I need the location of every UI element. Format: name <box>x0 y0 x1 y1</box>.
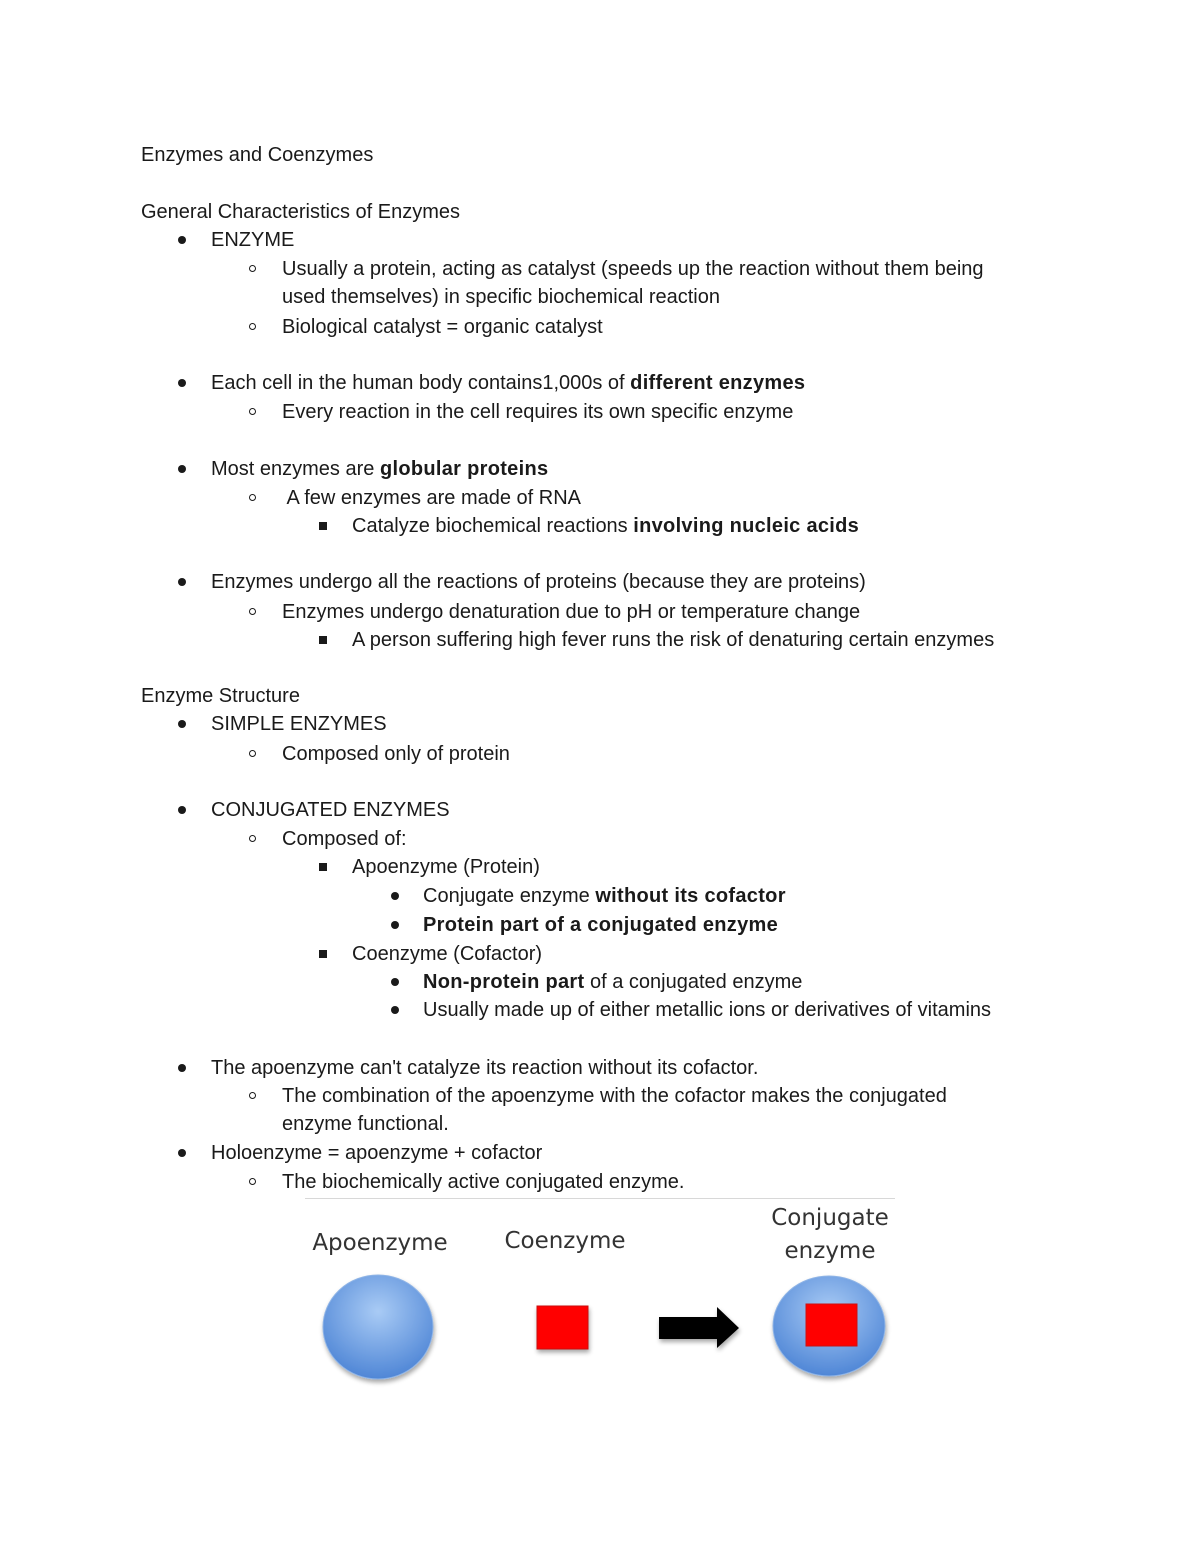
list-item: Composed only of protein <box>282 743 510 765</box>
bullet-square <box>319 950 327 958</box>
bullet-square <box>319 863 327 871</box>
bullet-disc <box>391 921 399 929</box>
bullet-disc <box>178 236 186 244</box>
bullet-disc <box>391 892 399 900</box>
list-item: A few enzymes are made of RNA <box>282 487 582 509</box>
bullet-disc <box>178 806 186 814</box>
bullet-disc <box>391 978 399 986</box>
apoenzyme-label: Apoenzyme <box>312 1230 448 1256</box>
bold-text: globular proteins <box>379 458 549 480</box>
list-item: Protein part of a conjugated enzyme <box>423 914 779 936</box>
bullet-disc <box>178 465 186 473</box>
text-run: of a conjugated enzyme <box>584 971 803 993</box>
list-item-continuation: used themselves) in specific biochemical reaction <box>282 286 720 308</box>
list-item: SIMPLE ENZYMES <box>211 713 387 735</box>
enzyme-diagram <box>305 1198 895 1393</box>
list-item: Every reaction in the cell requires its own specific enzyme <box>282 401 794 423</box>
bullet-circle <box>249 408 256 415</box>
list-item <box>423 884 786 908</box>
list-item: Coenzyme (Cofactor) <box>352 943 543 965</box>
bullet-circle <box>249 494 256 501</box>
list-item: Enzymes undergo all the reactions of proteins (because they are proteins) <box>211 571 866 593</box>
text-run: Conjugate enzyme <box>423 885 596 907</box>
bullet-square <box>319 636 327 644</box>
apoenzyme-circle <box>323 1275 433 1379</box>
list-item-continuation: enzyme functional. <box>282 1113 449 1135</box>
right-arrow-icon <box>659 1307 739 1348</box>
bullet-disc <box>178 578 186 586</box>
conjugate-enzyme-label-line1: Conjugate <box>771 1205 889 1231</box>
section-heading-structure: Enzyme Structure <box>141 685 300 707</box>
bullet-disc <box>178 1149 186 1157</box>
bullet-disc <box>178 1064 186 1072</box>
list-item: Enzymes undergo denaturation due to pH or temperature change <box>282 601 861 623</box>
list-item: Biological catalyst = organic catalyst <box>282 316 603 338</box>
list-item: The biochemically active conjugated enzyme. <box>282 1171 685 1193</box>
bold-text: different enzymes <box>630 372 806 394</box>
list-item: A person suffering high fever runs the risk of denaturing certain enzymes <box>352 629 995 651</box>
list-item: The combination of the apoenzyme with the cofactor makes the conjugated <box>282 1085 947 1107</box>
coenzyme-square <box>537 1306 588 1349</box>
bullet-circle <box>249 1092 256 1099</box>
bullet-circle <box>249 1178 256 1185</box>
bullet-circle <box>249 323 256 330</box>
list-item: Usually a protein, acting as catalyst (speeds up the reaction without them being <box>282 258 984 280</box>
section-heading-general: General Characteristics of Enzymes <box>141 201 461 223</box>
list-item <box>211 371 805 395</box>
bullet-circle <box>249 750 256 757</box>
bold-text: Non-protein part <box>423 971 585 993</box>
list-item: Composed of: <box>282 828 407 850</box>
list-item: ENZYME <box>211 229 295 251</box>
list-item: Holoenzyme = apoenzyme + cofactor <box>211 1142 543 1164</box>
conjugate-enzyme-label-line2: enzyme <box>784 1238 876 1264</box>
coenzyme-label: Coenzyme <box>504 1228 626 1254</box>
bullet-circle <box>249 265 256 272</box>
bold-text: involving nucleic acids <box>633 515 860 537</box>
list-item: Usually made up of either metallic ions or derivatives of vitamins <box>423 999 992 1021</box>
conjugate-enzyme-shape <box>773 1276 885 1376</box>
bullet-circle <box>249 835 256 842</box>
text-run: Catalyze biochemical reactions <box>352 515 634 537</box>
list-item <box>423 970 802 994</box>
text-run: Most enzymes are <box>211 458 380 480</box>
bold-text: without its cofactor <box>595 885 786 907</box>
bullet-circle <box>249 608 256 615</box>
bullet-disc <box>178 379 186 387</box>
list-item: CONJUGATED ENZYMES <box>211 799 450 821</box>
list-item: Apoenzyme (Protein) <box>352 856 540 878</box>
bullet-disc <box>178 720 186 728</box>
text-run: Each cell in the human body contains1,000s of <box>211 372 631 394</box>
list-item <box>211 457 548 481</box>
doc-title: Enzymes and Coenzymes <box>141 144 374 166</box>
diagram-shapes <box>305 1198 895 1393</box>
list-item: The apoenzyme can't catalyze its reaction without its cofactor. <box>211 1057 759 1079</box>
bullet-disc <box>391 1006 399 1014</box>
bullet-square <box>319 522 327 530</box>
list-item <box>352 514 859 538</box>
